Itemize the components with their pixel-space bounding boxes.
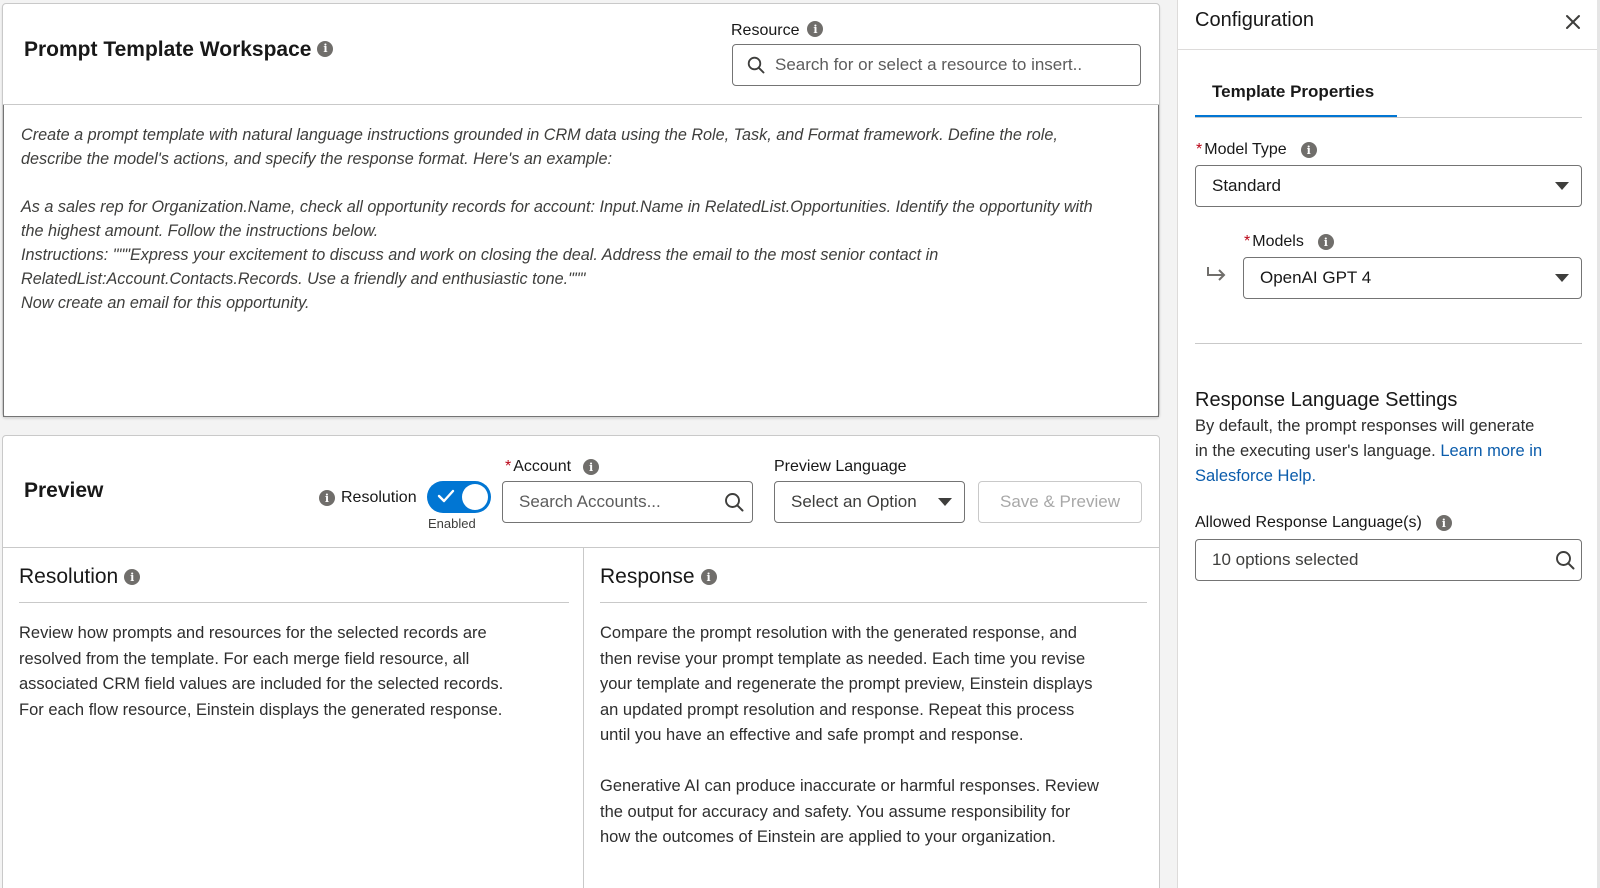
- resolution-title: [19, 565, 140, 589]
- info-icon[interactable]: i: [317, 41, 333, 57]
- resolution-title-text: Resolution: [19, 565, 119, 588]
- toggle-caption: Enabled: [428, 516, 476, 531]
- prompt-template-editor[interactable]: [3, 105, 1159, 417]
- editor-line: the highest amount. Follow the instructions below.: [21, 222, 379, 240]
- account-label: [505, 458, 599, 476]
- preview-language-value: Select an Option: [791, 492, 917, 511]
- text-line: Compare the prompt resolution with the generated response, and: [600, 624, 1077, 642]
- allowed-languages-input[interactable]: [1195, 539, 1582, 581]
- account-search-input[interactable]: [502, 481, 753, 523]
- model-type-value: Standard: [1212, 176, 1281, 195]
- response-language-title: Response Language Settings: [1195, 389, 1458, 411]
- account-placeholder: Search Accounts...: [519, 492, 661, 511]
- divider: [19, 602, 569, 603]
- editor-line: describe the model's actions, and specify the response format. Here's an example:: [21, 150, 613, 168]
- text-line: resolved from the template. For each merge field resource, all: [19, 649, 470, 668]
- toggle-knob: [462, 484, 488, 510]
- account-label-text: Account: [513, 458, 572, 475]
- info-icon[interactable]: i: [124, 569, 140, 585]
- text-line: until you have an effective and safe prompt and response.: [600, 726, 1024, 744]
- text-line: associated CRM field values are included for the selected records.: [19, 675, 504, 693]
- editor-line: Create a prompt template with natural language instructions grounded in CRM data using the Role, Task, and Format framework. Define the role,: [21, 126, 1058, 144]
- response-description: [600, 621, 1099, 851]
- preview-language-select[interactable]: [774, 481, 965, 523]
- models-select[interactable]: [1243, 257, 1582, 299]
- resource-label-text: Resource: [731, 22, 800, 39]
- text-line: an updated prompt resolution and response. Repeat this process: [600, 700, 1075, 719]
- search-icon: [724, 492, 744, 512]
- response-paragraph: [600, 621, 1099, 749]
- resolution-description: [19, 621, 503, 723]
- text-line: then revise your prompt template as needed. Each time you revise: [600, 649, 1086, 668]
- response-title-text: Response: [600, 565, 695, 588]
- models-label-text: Models: [1252, 233, 1304, 250]
- models-label: [1244, 233, 1334, 251]
- search-icon: [1555, 550, 1575, 570]
- workspace-card: [2, 3, 1160, 417]
- text-line: For each flow resource, Einstein displays the generated response.: [19, 700, 503, 719]
- info-icon[interactable]: i: [1301, 142, 1317, 158]
- search-icon: [747, 56, 765, 74]
- chevron-down-icon: [1555, 181, 1569, 191]
- info-icon[interactable]: i: [701, 569, 717, 585]
- info-icon[interactable]: i: [807, 21, 823, 37]
- configuration-title: Configuration: [1195, 9, 1314, 31]
- resolution-panel: [3, 548, 584, 888]
- info-icon[interactable]: i: [1318, 234, 1334, 250]
- close-icon[interactable]: [1563, 12, 1583, 32]
- resolution-toggle[interactable]: [427, 481, 491, 513]
- preview-card: [2, 435, 1160, 888]
- text-line: the output for accuracy and safety. You assume responsibility for: [600, 802, 1071, 821]
- divider: [600, 602, 1147, 603]
- editor-line: RelatedList:Account.Contacts.Records. Use a friendly and enthusiastic tone.""": [21, 270, 586, 288]
- info-icon[interactable]: i: [583, 459, 599, 475]
- resource-label: [731, 22, 823, 40]
- learn-more-link[interactable]: Learn more in: [1440, 442, 1543, 460]
- model-type-label-text: Model Type: [1204, 141, 1287, 158]
- preview-header: [3, 436, 1159, 548]
- text-line: By default, the prompt responses will generate: [1195, 417, 1535, 435]
- response-title: [600, 565, 717, 589]
- editor-line: As a sales rep for Organization.Name, check all opportunity records for account: Input.Name in RelatedList.Opportunities. Identify the opportunity with: [21, 198, 1093, 216]
- text-line: how the outcomes of Einstein are applied to your organization.: [600, 828, 1056, 846]
- resolution-toggle-label: [319, 489, 417, 507]
- info-icon[interactable]: i: [1436, 515, 1452, 531]
- configuration-panel: [1177, 0, 1600, 888]
- models-value: OpenAI GPT 4: [1260, 268, 1372, 287]
- salesforce-help-link[interactable]: Salesforce Help.: [1195, 467, 1317, 485]
- resource-search-input[interactable]: [732, 44, 1141, 86]
- required-marker: *: [1196, 141, 1203, 158]
- page-title: [24, 38, 333, 62]
- preview-language-label: Preview Language: [774, 458, 907, 475]
- chevron-down-icon: [1555, 273, 1569, 283]
- info-icon[interactable]: i: [319, 490, 335, 506]
- text-line: Review how prompts and resources for the selected records are: [19, 624, 487, 642]
- editor-line: Now create an email for this opportunity.: [21, 294, 310, 312]
- workspace-title-text: Prompt Template Workspace: [24, 38, 312, 61]
- resource-placeholder: Search for or select a resource to insert..: [775, 55, 1083, 74]
- response-language-description: [1195, 414, 1575, 489]
- text-line: Generative AI can produce inaccurate or harmful responses. Review: [600, 777, 1099, 795]
- model-type-label: [1196, 141, 1317, 159]
- save-and-preview-button[interactable]: Save & Preview: [978, 481, 1142, 523]
- allowed-languages-label: [1195, 514, 1452, 532]
- required-marker: *: [505, 458, 512, 475]
- text-line: in the executing user's language.: [1195, 442, 1436, 460]
- allowed-languages-value: 10 options selected: [1212, 550, 1359, 569]
- tab-template-properties[interactable]: Template Properties: [1195, 70, 1397, 118]
- chevron-down-icon: [938, 497, 952, 507]
- preview-title: Preview: [24, 479, 104, 502]
- editor-line: Instructions: """Express your excitement to discuss and work on closing the deal. Address the email to the most senior contact in: [21, 246, 939, 264]
- indent-arrow-icon: [1206, 265, 1228, 283]
- model-type-select[interactable]: [1195, 165, 1582, 207]
- workspace-header: [3, 4, 1159, 105]
- allowed-languages-label-text: Allowed Response Language(s): [1195, 514, 1422, 531]
- required-marker: *: [1244, 233, 1251, 250]
- check-icon: [437, 488, 455, 504]
- divider: [1195, 343, 1582, 344]
- disclaimer-paragraph: [600, 774, 1099, 851]
- response-panel: [584, 548, 1161, 888]
- tab-divider: [1195, 117, 1582, 118]
- configuration-header: [1178, 0, 1600, 50]
- text-line: your template and regenerate the prompt preview, Einstein displays: [600, 675, 1093, 693]
- resolution-label-text: Resolution: [341, 489, 417, 506]
